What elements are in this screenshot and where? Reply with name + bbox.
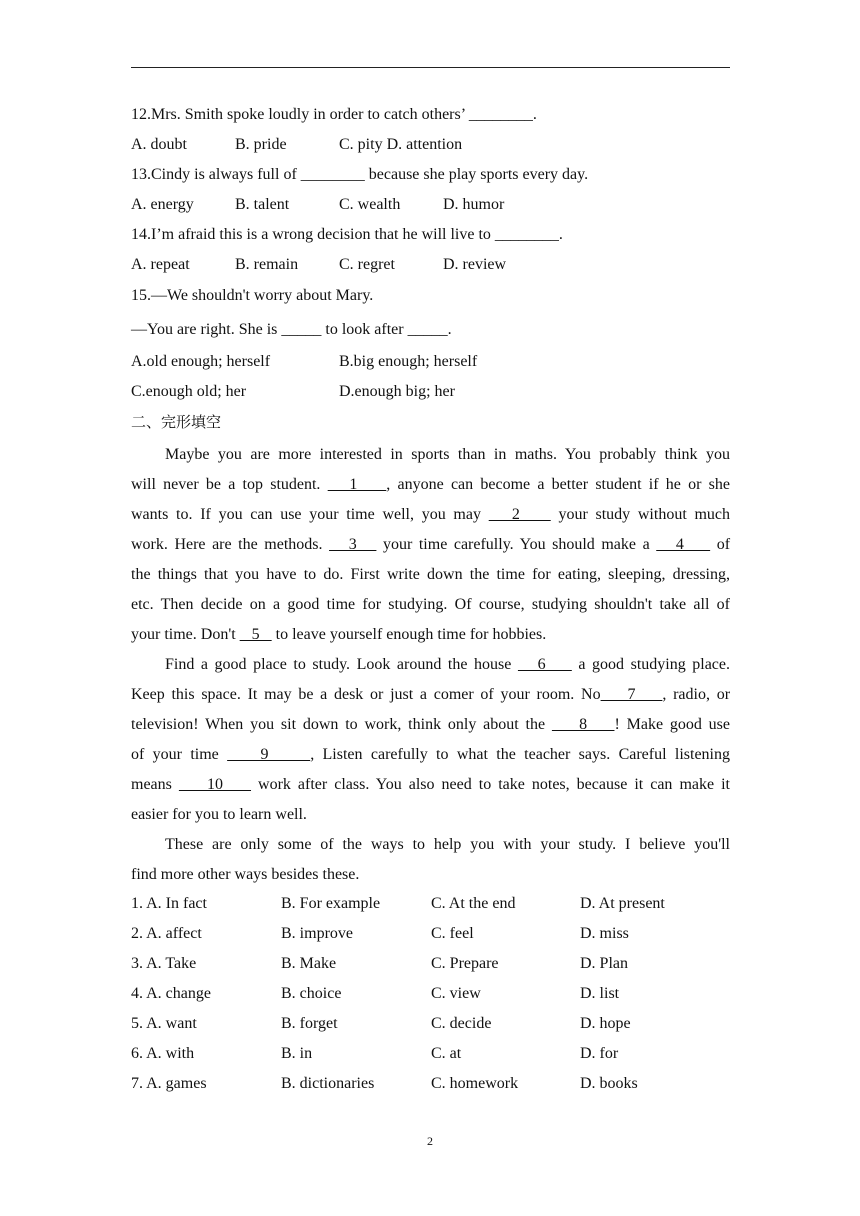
passage-line xyxy=(131,595,730,625)
option-2a: 2. A. affect xyxy=(131,925,202,942)
passage-line xyxy=(131,805,730,835)
passage-line xyxy=(131,505,730,535)
passage-line xyxy=(131,745,730,775)
option-2d: D. miss xyxy=(580,925,629,942)
option-6a: 6. A. with xyxy=(131,1045,195,1062)
option-5c: C. decide xyxy=(431,1015,492,1032)
option-6d: D. for xyxy=(580,1045,619,1062)
passage-text: Find a good place to study. Look around the house xyxy=(165,656,512,673)
option-6b: B. in xyxy=(281,1045,313,1062)
passage-text: easier for you to learn well. xyxy=(131,806,307,823)
passage-text: your time carefully. You should make a xyxy=(382,536,650,553)
passage-text: the things that you have to do. First write down the time for eating, sleeping, dressing, xyxy=(131,566,730,583)
question-15-reply: —You are right. She is _____ to look after _____. xyxy=(131,321,452,338)
question-14-stem: 14.I’m afraid this is a wrong decision that he will live to ________. xyxy=(131,226,563,243)
passage-line xyxy=(131,685,730,715)
option-3d: D. Plan xyxy=(580,955,628,972)
q15-option-b: B.big enough; herself xyxy=(339,353,478,370)
passage-text: etc. Then decide on a good time for studying. Of course, studying shouldn't take all of xyxy=(131,596,730,613)
passage-text: wants to. If you can use your time well, you may xyxy=(131,506,481,523)
q12-option-c-d: C. pity D. attention xyxy=(339,136,463,153)
blank-8: 8 xyxy=(551,716,615,733)
q14-option-b: B. remain xyxy=(235,256,299,273)
option-4c: C. view xyxy=(431,985,481,1002)
section-title: 二、完形填空 xyxy=(131,413,222,431)
option-5d: D. hope xyxy=(580,1015,631,1032)
passage-line xyxy=(131,655,730,685)
blank-2: 2 xyxy=(488,506,551,523)
header-rule xyxy=(131,67,730,68)
blank-6: 6 xyxy=(517,656,572,673)
passage-text: work after class. You also need to take notes, because it can make it xyxy=(258,776,730,793)
passage-line xyxy=(131,565,730,595)
option-6c: C. at xyxy=(431,1045,462,1062)
passage-text: Keep this space. It may be a desk or just a comer of your room. No xyxy=(131,686,601,703)
passage-text: to leave yourself enough time for hobbies. xyxy=(275,626,547,643)
option-5b: B. forget xyxy=(281,1015,338,1032)
blank-3: 3 xyxy=(329,536,377,553)
option-7d: D. books xyxy=(580,1075,638,1092)
passage-line xyxy=(131,625,730,655)
q13-option-d: D. humor xyxy=(443,196,505,213)
passage-line xyxy=(131,835,730,865)
option-2c: C. feel xyxy=(431,925,474,942)
option-1b: B. For example xyxy=(281,895,381,912)
passage-text: find more other ways besides these. xyxy=(131,866,360,883)
option-3c: C. Prepare xyxy=(431,955,499,972)
q13-option-a: A. energy xyxy=(131,196,194,213)
option-7c: C. homework xyxy=(431,1075,519,1092)
blank-10: 10 xyxy=(178,776,252,793)
q12-option-a: A. doubt xyxy=(131,136,187,153)
passage-line xyxy=(131,865,730,895)
option-7b: B. dictionaries xyxy=(281,1075,375,1092)
option-3a: 3. A. Take xyxy=(131,955,197,972)
passage-text: , radio, or xyxy=(662,686,731,703)
q15-option-d: D.enough big; her xyxy=(339,383,455,400)
q13-option-b: B. talent xyxy=(235,196,290,213)
passage-text: ! Make good use xyxy=(614,716,731,733)
passage-text: of your time xyxy=(131,746,219,763)
question-12-stem: 12.Mrs. Smith spoke loudly in order to catch others’ ________. xyxy=(131,106,537,123)
option-2b: B. improve xyxy=(281,925,353,942)
passage-line xyxy=(131,775,730,805)
cloze-passage xyxy=(131,445,730,895)
blank-5: 5 xyxy=(239,626,272,643)
q12-option-b: B. pride xyxy=(235,136,287,153)
blank-9: 9 xyxy=(227,746,311,763)
q14-option-d: D. review xyxy=(443,256,507,273)
q14-option-a: A. repeat xyxy=(131,256,190,273)
passage-text: your time. Don't xyxy=(131,626,236,643)
option-4d: D. list xyxy=(580,985,620,1002)
passage-text: work. Here are the methods. xyxy=(131,536,323,553)
option-1a: 1. A. In fact xyxy=(131,895,207,912)
passage-text: a good studying place. xyxy=(578,656,731,673)
question-13-stem: 13.Cindy is always full of ________ because she play sports every day. xyxy=(131,166,589,183)
passage-line xyxy=(131,715,730,745)
blank-1: 1 xyxy=(327,476,387,493)
passage-text: of xyxy=(716,536,731,553)
passage-text: means xyxy=(131,776,172,793)
option-3b: B. Make xyxy=(281,955,337,972)
q15-option-c: C.enough old; her xyxy=(131,383,247,400)
option-4b: B. choice xyxy=(281,985,342,1002)
blank-4: 4 xyxy=(656,536,711,553)
blank-7: 7 xyxy=(600,686,663,703)
passage-text: , anyone can become a better student if he or she xyxy=(386,476,731,493)
q13-option-c: C. wealth xyxy=(339,196,401,213)
option-4a: 4. A. change xyxy=(131,985,211,1002)
passage-line xyxy=(131,475,730,505)
passage-text: Maybe you are more interested in sports than in maths. You probably think you xyxy=(165,446,730,463)
q15-option-a: A.old enough; herself xyxy=(131,353,271,370)
option-1c: C. At the end xyxy=(431,895,516,912)
passage-line xyxy=(131,535,730,565)
passage-text: will never be a top student. xyxy=(131,476,321,493)
option-1d: D. At present xyxy=(580,895,665,912)
page-number: 2 xyxy=(427,1134,433,1148)
passage-text: These are only some of the ways to help you with your study. I believe you'll xyxy=(165,836,730,853)
option-7a: 7. A. games xyxy=(131,1075,207,1092)
passage-text: television! When you sit down to work, think only about the xyxy=(131,716,546,733)
passage-line xyxy=(131,445,730,475)
option-5a: 5. A. want xyxy=(131,1015,197,1032)
passage-text: , Listen carefully to what the teacher says. Careful listening xyxy=(310,746,731,763)
q14-option-c: C. regret xyxy=(339,256,395,273)
passage-text: your study without much xyxy=(558,506,731,523)
question-15-stem: 15.—We shouldn't worry about Mary. xyxy=(131,287,374,304)
